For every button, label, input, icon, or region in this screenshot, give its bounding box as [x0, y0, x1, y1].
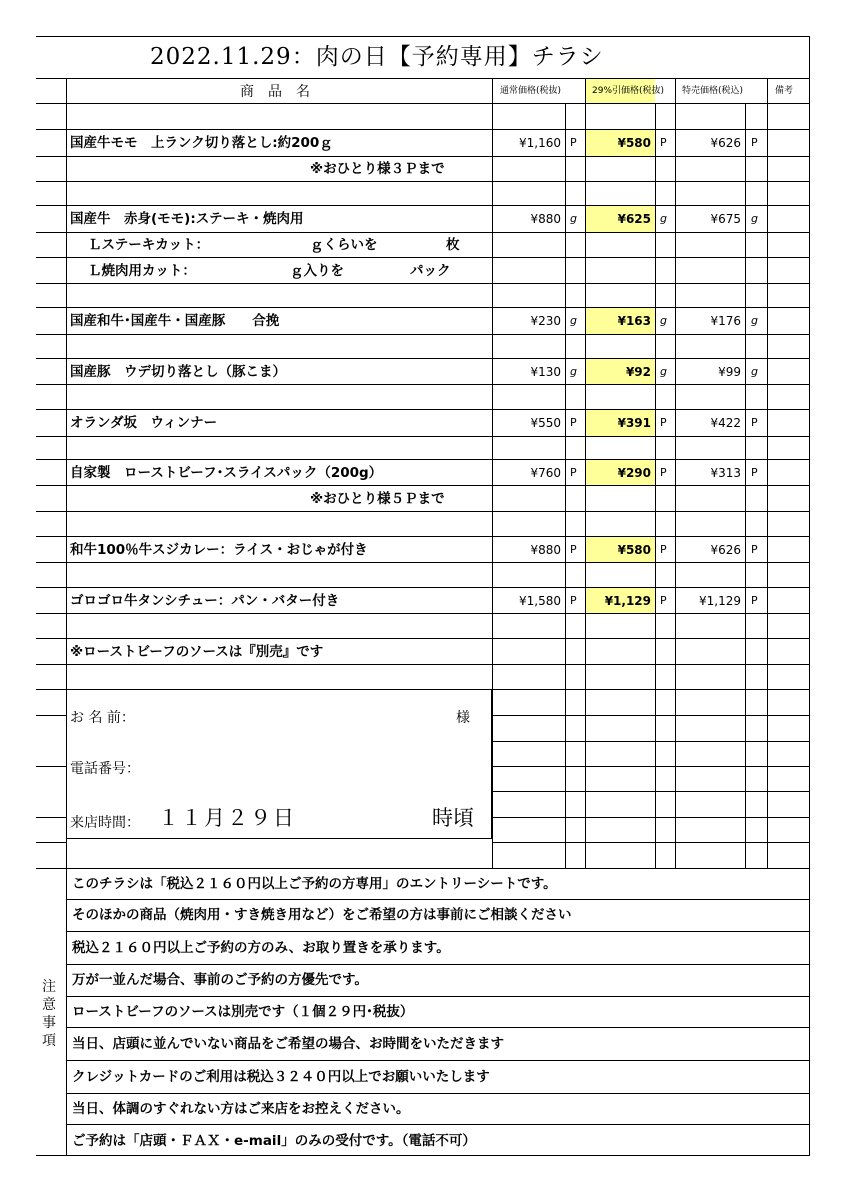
name-field[interactable]	[150, 703, 450, 727]
item-name: オランダ坂 ウィンナー	[70, 415, 218, 431]
steak-cut-label: Ｌステーキカット：	[88, 237, 210, 253]
visit-date: １１月２９日	[158, 806, 296, 830]
yakiniku-cut-label: Ｌ焼肉用カット：	[88, 263, 196, 279]
phone-field[interactable]	[150, 754, 480, 778]
note-item: このチラシは「税込２１６０円以上ご予約の方専用」のエントリーシートです。	[72, 876, 557, 892]
discount-price: ¥92	[625, 365, 651, 379]
item-name: 自家製 ローストビーフ･スライスパック（200g）	[70, 465, 383, 481]
regular-price: ¥1,160	[519, 136, 561, 150]
discount-price: ¥290	[617, 466, 651, 480]
discount-price: ¥580	[617, 136, 651, 150]
regular-price: ¥130	[530, 365, 561, 379]
note-item: 税込２１６０円以上ご予約の方のみ、お取り置きを承ります。	[72, 940, 450, 956]
item-name: 国産牛モモ 上ランク切り落とし:約200ｇ	[70, 135, 333, 151]
steak-cut-grams: ｇくらいを	[310, 237, 378, 253]
header-regular: 通常価格(税抜)	[500, 86, 562, 96]
notes-label: 注意事項	[42, 979, 56, 1049]
item-name: 国産豚 ウデ切り落とし（豚こま）	[70, 364, 286, 380]
discount-price: ¥580	[617, 543, 651, 557]
discount-price: ¥625	[617, 212, 651, 226]
discount-price: ¥391	[617, 416, 651, 430]
regular-price: ¥550	[530, 416, 561, 430]
header-name: 商 品 名	[240, 84, 310, 100]
item-name: 国産牛 赤身(モモ):ステーキ・焼肉用	[70, 211, 304, 227]
note-item: 万が一並んだ場合、事前のご予約の方優先です。	[72, 972, 368, 988]
page-title: 2022.11.29：肉の日【予約専用】チラシ	[150, 44, 604, 70]
visit-hour-field[interactable]	[310, 803, 420, 831]
note-item: 当日、体調のすぐれない方はご来店をお控えください。	[72, 1101, 410, 1117]
special-price: ¥675	[710, 212, 741, 226]
item-name: 国産和牛･国産牛・国産豚 合挽	[70, 313, 280, 329]
special-price: ¥99	[718, 365, 741, 379]
special-price: ¥626	[710, 136, 741, 150]
sauce-note: ※ローストビーフのソースは『別売』です	[70, 644, 324, 660]
yakiniku-cut-grams: ｇ入りを	[290, 263, 344, 279]
special-price: ¥422	[710, 416, 741, 430]
visit-label: 来店時間：	[70, 815, 140, 831]
item-note: ※おひとり様５Ｐまで	[310, 491, 445, 507]
name-suffix: 様	[456, 710, 470, 726]
yakiniku-cut-count: パック	[410, 263, 451, 279]
regular-price: ¥880	[530, 212, 561, 226]
item-note: ※おひとり様３Ｐまで	[310, 161, 445, 177]
regular-price: ¥880	[530, 543, 561, 557]
regular-price: ¥760	[530, 466, 561, 480]
note-item: そのほかの商品（焼肉用・すき焼き用など）をご希望の方は事前にご相談ください	[72, 907, 572, 923]
header-discount: 29%引価格(税抜)	[592, 86, 665, 96]
note-item: クレジットカードのご利用は税込３２４０円以上でお願いいたします	[72, 1069, 490, 1085]
note-item: 当日、店頭に並んでいない商品をご希望の場合、お時間をいただきます	[72, 1036, 504, 1052]
header-special: 特売価格(税込)	[682, 86, 744, 96]
visit-suffix: 時頃	[432, 806, 474, 830]
item-name: ゴロゴロ牛タンシチュー：パン・バター付き	[70, 593, 340, 609]
note-item: ローストビーフのソースは別売です（１個２９円･税抜）	[72, 1004, 414, 1020]
regular-price: ¥230	[530, 314, 561, 328]
special-price: ¥176	[710, 314, 741, 328]
special-price: ¥626	[710, 543, 741, 557]
phone-label: 電話番号：	[70, 761, 140, 777]
discount-price: ¥163	[617, 314, 651, 328]
header-remarks: 備考	[775, 86, 794, 96]
note-item: ご予約は「店頭・ＦＡＸ・e-mail」のみの受付です。（電話不可）	[72, 1133, 476, 1149]
name-label: お 名 前：	[70, 710, 135, 726]
special-price: ¥313	[710, 466, 741, 480]
item-name: 和牛100％牛スジカレー：ライス・おじゃが付き	[70, 542, 368, 558]
special-price: ¥1,129	[699, 594, 741, 608]
steak-cut-count: 枚	[446, 237, 460, 253]
flyer-sheet: 2022.11.29：肉の日【予約専用】チラシ 商 品 名 通常価格(税抜) 29%引価格(税抜) 特売価格(税込) 備考 国産牛モモ 上ランク切り落とし:約200ｇ ※おひとり様３Ｐまで ¥1,160 P ¥580 P ¥626 P 国産牛 赤身(モモ):ステーキ・焼肉用 ¥880 g ¥625 g ¥675 g Ｌステーキカット： ｇくらいを 枚 Ｌ焼肉用カット： ｇ入りを パック 国産和牛･国産牛・国産豚 合挽 ¥230 g ¥163 g ¥176 g 国産豚 ウデ切り落とし（豚こま） ¥130 g ¥92 g ¥99 g オランダ坂 ウィンナー ¥550 P ¥391 P ¥422 P 自家製 ローストビーフ･スライスパック（200g） ※おひとり様５Ｐまで ¥760 P ¥290 P ¥313 P 和牛100％牛スジカレー：ライス・おじゃが付き ¥880 P ¥580 P ¥626 P ゴロゴロ牛タンシチュー：パン・バター付き ¥1,580 P ¥1,129 P ¥1,129 P ※ローストビーフのソースは『別売』です お 名 前： 様 電話番号： 来店時間： １１月２９日 時頃 注意事項 このチラシは「税込２１６０円以上ご予約の方専用」のエントリーシートです。 そのほかの商品（焼肉用・すき焼き用など）をご希望の方は事前にご相談ください 税込２１６０円以上ご予約の方のみ、お取り置きを承ります。 万が一並んだ場合、事前のご予約の方優先です。 ローストビーフのソースは別売です（１個２９円･税抜） 当日、店頭に並んでいない商品をご希望の場合、お時間をいただきます クレジットカードのご利用は税込３２４０円以上でお願いいたします 当日、体調のすぐれない方はご来店をお控えください。 ご予約は「店頭・ＦＡＸ・e-mail」のみの受付です。（電話不可）	[0, 0, 848, 1200]
regular-price: ¥1,580	[519, 594, 561, 608]
discount-price: ¥1,129	[604, 594, 651, 608]
